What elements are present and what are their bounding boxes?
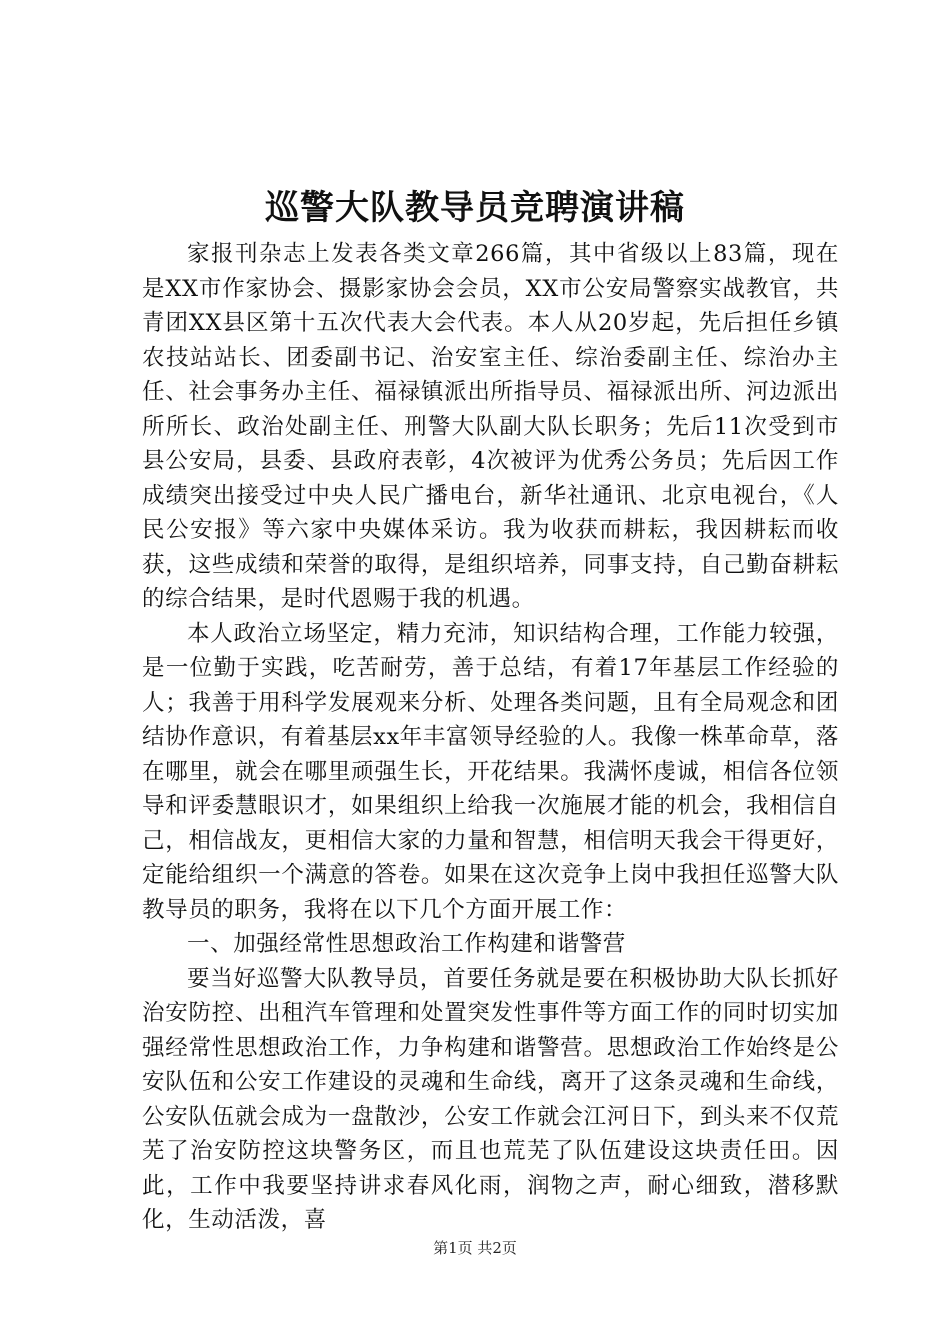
- document-title: 巡警大队教导员竞聘演讲稿: [265, 188, 685, 228]
- section-heading: 一、加强经常性思想政治工作构建和谐警营: [187, 931, 626, 957]
- paragraph: 要当好巡警大队教导员，首要任务就是要在积极协助大队长抓好治安防控、出租汽车管理和处置突发性事件等方面工作的同时切实加强经常性思想政治工作，力争构建和谐警营。思想政治工作始终是公安队伍和公安工作建设的灵魂和生命线，离开了这条灵魂和生命线，公安队伍就会成为一盘散沙，公安工作就会江河日下，到头来不仅荒芜了治安防控这块警务区，而且也荒芜了队伍建设这块责任田。因此，工作中我要坚持讲求春风化雨，润物之声，耐心细致，潜移默化，生动活泼，喜: [142, 965, 839, 1233]
- paragraph: 本人政治立场坚定，精力充沛，知识结构合理，工作能力较强，是一位勤于实践，吃苦耐劳，善于总结，有着17年基层工作经验的人；我善于用科学发展观来分析、处理各类问题，且有全局观念和团结协作意识，有着基层xx年丰富领导经验的人。我像一株革命草，落在哪里，就会在哪里顽强生长，开花结果。我满怀虔诚，相信各位领导和评委慧眼识才，如果组织上给我一次施展才能的机会，我相信自己，相信战友，更相信大家的力量和智慧，相信明天我会干得更好，定能给组织一个满意的答卷。如果在这次竞争上岗中我担任巡警大队教导员的职务，我将在以下几个方面开展工作：: [142, 620, 839, 923]
- page-footer: 第1页 共2页: [433, 1239, 517, 1257]
- paragraph: 家报刊杂志上发表各类文章266篇，其中省级以上83篇，现在是XX市作家协会、摄影家协会会员，XX市公安局警察实战教官，共青团XX县区第十五次代表大会代表。本人从20岁起，先后担任乡镇农技站站长、团委副书记、治安室主任、综治委副主任、综治办主任、社会事务办主任、福禄镇派出所指导员、福禄派出所、河边派出所所长、政治处副主任、刑警大队副大队长职务；先后11次受到市县公安局，县委、县政府表彰，4次被评为优秀公务员；先后因工作成绩突出接受过中央人民广播电台，新华社通讯、北京电视台，《人民公安报》等六家中央媒体采访。我为收获而耕耘，我因耕耘而收获，这些成绩和荣誉的取得，是组织培养，同事支持，自己勤奋耕耘的综合结果，是时代恩赐于我的机遇。: [142, 241, 839, 612]
- document-body: [142, 237, 839, 1238]
